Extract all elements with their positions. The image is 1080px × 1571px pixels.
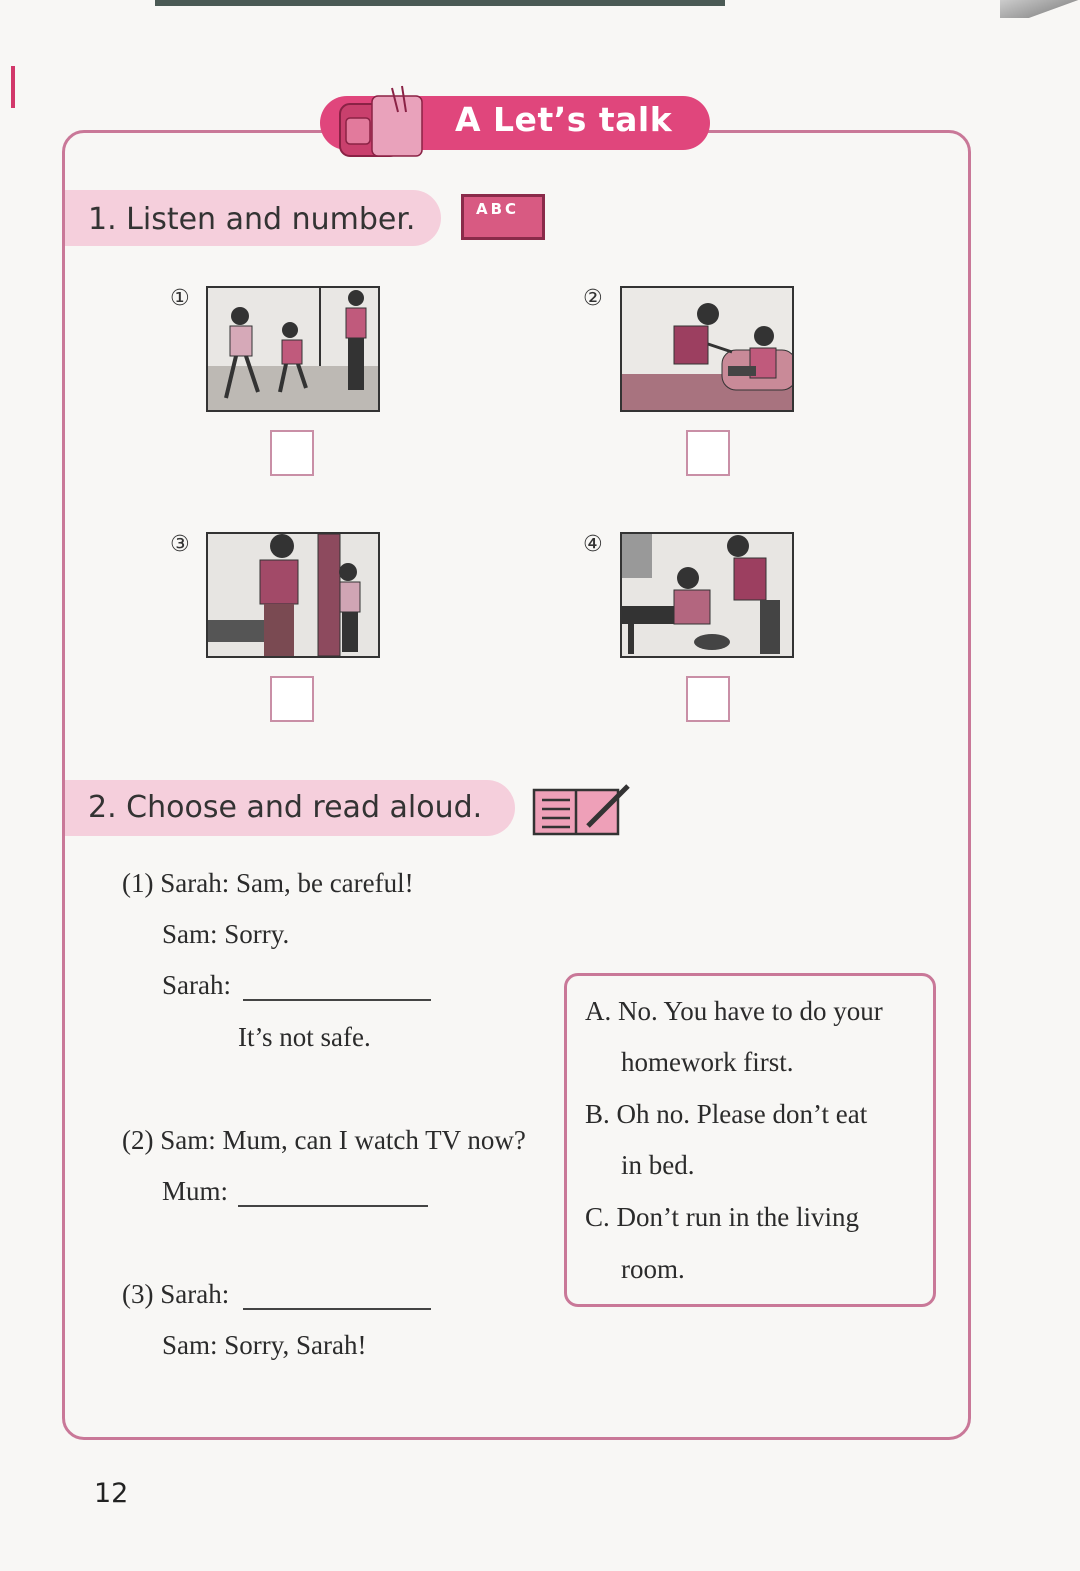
answer-box-2[interactable] bbox=[686, 430, 730, 476]
item-number-2: ② bbox=[583, 286, 603, 311]
margin-mark bbox=[11, 66, 15, 108]
option-a-line-1: A. No. You have to do your bbox=[585, 996, 883, 1026]
dialog-1-line-3: Sarah: bbox=[162, 970, 231, 1000]
answer-blank-1[interactable] bbox=[243, 999, 431, 1001]
picture-3 bbox=[206, 532, 380, 658]
option-a-line-2: homework first. bbox=[621, 1047, 794, 1077]
picture-4 bbox=[620, 532, 794, 658]
item-number-1: ① bbox=[170, 286, 190, 311]
abc-icon: ABC bbox=[461, 194, 545, 240]
section-title-2: 2. Choose and read aloud. bbox=[88, 790, 483, 825]
page-corner bbox=[1000, 0, 1080, 18]
dialog-1-line-1: (1) Sarah: Sam, be careful! bbox=[122, 868, 414, 898]
open-book-pencil-icon bbox=[532, 782, 632, 838]
item-number-4: ④ bbox=[583, 532, 603, 557]
dialog-1-line-4: It’s not safe. bbox=[238, 1022, 371, 1052]
answer-box-3[interactable] bbox=[270, 676, 314, 722]
picture-2 bbox=[620, 286, 794, 412]
answer-blank-2[interactable] bbox=[238, 1205, 428, 1207]
schoolbag-icon bbox=[332, 82, 442, 162]
lesson-title: A Let’s talk bbox=[455, 100, 673, 139]
answer-blank-3[interactable] bbox=[243, 1308, 431, 1310]
dialog-2-line-1: (2) Sam: Mum, can I watch TV now? bbox=[122, 1125, 526, 1155]
option-b-line-1: B. Oh no. Please don’t eat bbox=[585, 1099, 868, 1129]
answer-box-1[interactable] bbox=[270, 430, 314, 476]
option-c-line-1: C. Don’t run in the living bbox=[585, 1202, 859, 1232]
option-c-line-2: room. bbox=[621, 1254, 685, 1284]
section-title-1: 1. Listen and number. bbox=[88, 202, 416, 237]
dialog-3-line-1: (3) Sarah: bbox=[122, 1279, 230, 1309]
dialog-2-line-2: Mum: bbox=[162, 1176, 229, 1206]
answer-box-4[interactable] bbox=[686, 676, 730, 722]
item-number-3: ③ bbox=[170, 532, 190, 557]
picture-1 bbox=[206, 286, 380, 412]
dialog-1-line-2: Sam: Sorry. bbox=[162, 919, 290, 949]
page-number: 12 bbox=[94, 1478, 129, 1509]
option-b-line-2: in bed. bbox=[621, 1150, 695, 1180]
top-edge-bar bbox=[155, 0, 725, 6]
dialog-3-line-2: Sam: Sorry, Sarah! bbox=[162, 1330, 367, 1360]
